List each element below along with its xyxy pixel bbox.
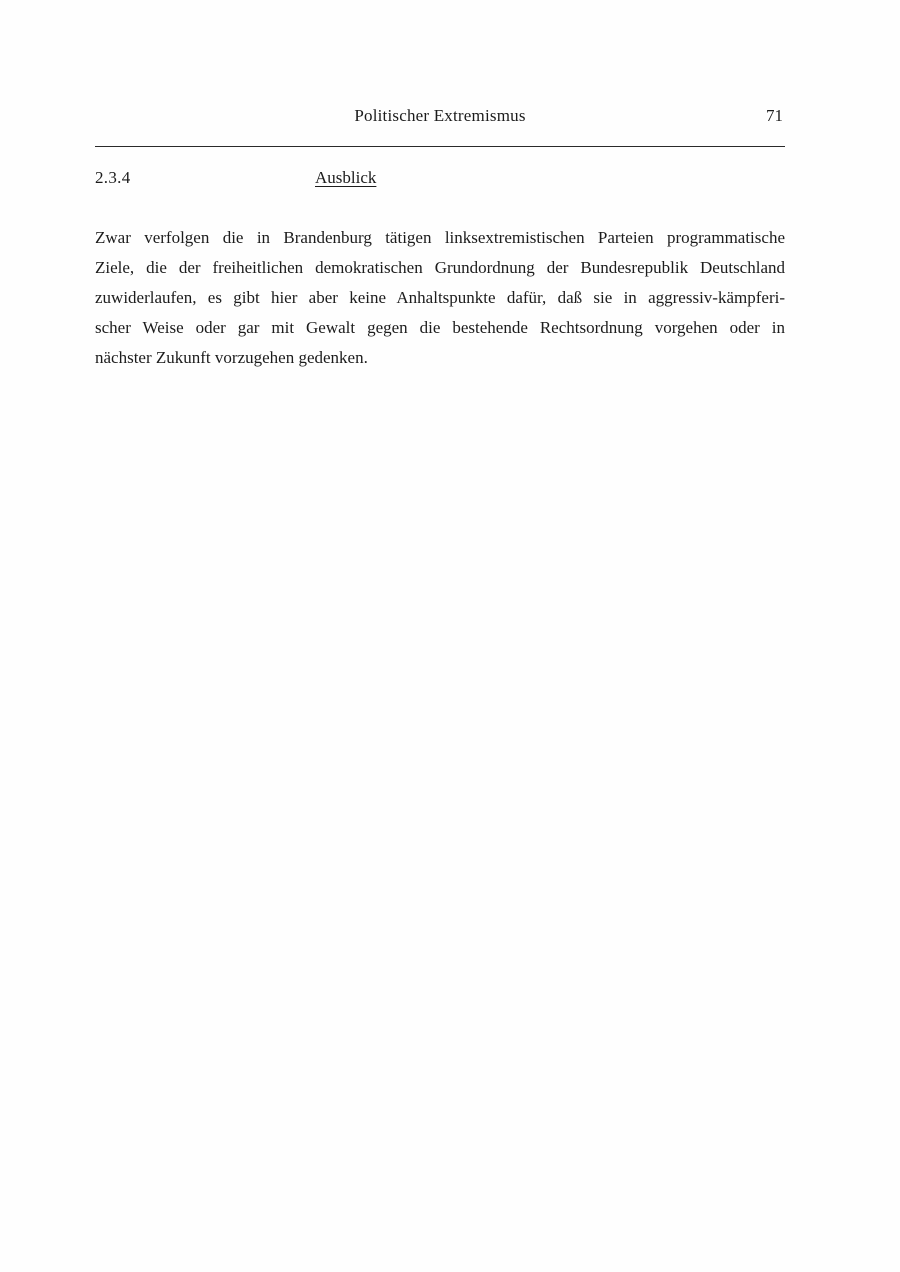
header-title: Politischer Extremismus bbox=[354, 106, 526, 125]
paragraph-line: nächster Zukunft vorzugehen gedenken. bbox=[95, 348, 368, 367]
header-divider bbox=[95, 146, 785, 147]
paragraph-line: Zwar verfolgen die in Brandenburg tätigen linksextremistischen Parteien programmatische bbox=[95, 228, 785, 247]
paragraph-line: zuwiderlaufen, es gibt hier aber keine Anhaltspunkte dafür, daß sie in aggressiv-kämpferi- bbox=[95, 288, 785, 307]
paragraph-line: scher Weise oder gar mit Gewalt gegen die bestehende Rechtsordnung vorgehen oder in bbox=[95, 318, 785, 337]
page-number: 71 bbox=[766, 106, 783, 125]
paragraph-line: Ziele, die der freiheitlichen demokratischen Grundordnung der Bundesrepublik Deutschland bbox=[95, 258, 785, 277]
section-title: Ausblick bbox=[315, 168, 377, 187]
running-header bbox=[95, 104, 785, 128]
body-paragraph bbox=[95, 223, 785, 373]
section-number: 2.3.4 bbox=[95, 168, 131, 187]
